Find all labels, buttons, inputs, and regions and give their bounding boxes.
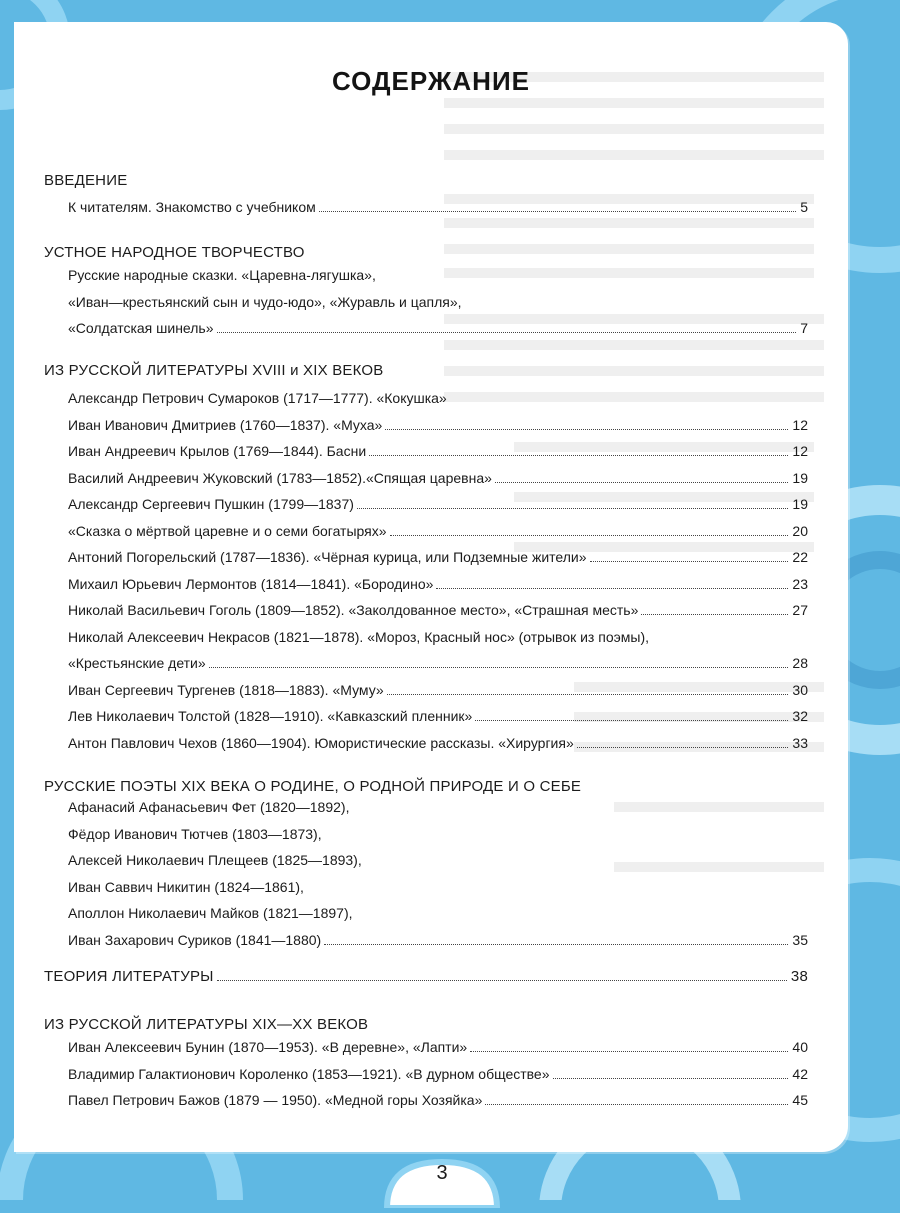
section-heading: РУССКИЕ ПОЭТЫ XIX ВЕКА О РОДИНЕ, О РОДНОЙ ПРИРОДЕ И О СЕБЕ xyxy=(44,778,582,795)
toc-entry-page: 22 xyxy=(792,549,808,565)
toc-entry-text: «Иван—крестьянский сын и чудо-юдо», «Журавль и цапля», xyxy=(68,293,462,310)
toc-entry xyxy=(68,825,322,843)
toc-entry xyxy=(68,1091,808,1109)
toc-entry xyxy=(68,548,808,566)
toc-entry-text: Иван Захарович Суриков (1841—1880) xyxy=(68,931,322,948)
toc-entry-text: Антон Павлович Чехов (1860—1904). Юмористические рассказы. «Хирургия» xyxy=(68,734,574,751)
toc-entry-text: «Солдатская шинель» xyxy=(68,320,214,336)
dot-leader xyxy=(217,980,787,981)
toc-entry xyxy=(68,198,808,216)
toc-entry-text: Аполлон Николаевич Майков (1821—1897), xyxy=(68,905,353,921)
dot-leader xyxy=(590,561,789,562)
toc-entry-text: Афанасий Афанасьевич Фет (1820—1892), xyxy=(68,799,350,815)
toc-entry xyxy=(68,319,808,337)
toc-entry xyxy=(68,654,808,672)
toc-entry xyxy=(68,798,349,816)
section-heading: ВВЕДЕНИЕ xyxy=(44,172,128,189)
dot-leader xyxy=(209,667,789,668)
toc-entry-text: Иван Сергеевич Тургенев (1818—1883). «Муму» xyxy=(68,681,384,698)
toc-entry xyxy=(68,266,376,284)
dot-leader xyxy=(369,455,788,456)
table-of-contents xyxy=(14,22,848,1152)
dot-leader xyxy=(495,482,789,483)
toc-entry-page: 19 xyxy=(792,469,808,486)
page-number-badge xyxy=(377,1148,507,1208)
toc-entry-text: Иван Алексеевич Бунин (1870—1953). «В деревне», «Лапти» xyxy=(68,1039,468,1055)
toc-entry-page: 40 xyxy=(792,1039,808,1055)
section-page-number: 38 xyxy=(790,968,808,985)
toc-entry xyxy=(68,904,353,922)
toc-entry xyxy=(68,681,808,699)
section-heading: ИЗ РУССКОЙ ЛИТЕРАТУРЫ XVIII и XIX ВЕКОВ xyxy=(44,362,384,379)
toc-entry-text: Лев Николаевич Толстой (1828—1910). «Кавказский пленник» xyxy=(68,708,473,724)
dot-leader xyxy=(436,588,788,589)
toc-entry-text: Михаил Юрьевич Лермонтов (1814—1841). «Бородино» xyxy=(68,575,434,592)
toc-entry-page: 33 xyxy=(792,734,808,751)
toc-entry xyxy=(68,1065,808,1083)
toc-entry-page: 28 xyxy=(792,655,808,671)
toc-entry-page: 5 xyxy=(800,199,808,215)
toc-entry-page: 35 xyxy=(792,931,808,948)
dot-leader xyxy=(553,1078,789,1079)
toc-entry-page: 12 xyxy=(792,416,808,433)
toc-entry-page: 30 xyxy=(792,681,808,698)
toc-entry-text: Александр Сергеевич Пушкин (1799—1837) xyxy=(68,496,354,512)
toc-entry-page: 19 xyxy=(792,496,808,512)
toc-entry-page: 27 xyxy=(792,602,808,618)
toc-entry xyxy=(68,389,447,407)
toc-entry-page: 23 xyxy=(792,575,808,592)
toc-entry-text: Антоний Погорельский (1787—1836). «Чёрная курица, или Подземные жители» xyxy=(68,549,587,565)
dot-leader xyxy=(324,944,788,945)
toc-entry xyxy=(68,734,808,752)
toc-entry xyxy=(68,878,304,896)
toc-entry xyxy=(68,442,808,460)
section-heading-text: ТЕОРИЯ ЛИТЕРАТУРЫ xyxy=(44,968,214,985)
toc-entry-text: Николай Васильевич Гоголь (1809—1852). «Заколдованное место», «Страшная месть» xyxy=(68,602,639,618)
toc-entry xyxy=(68,575,808,593)
toc-entry-text: «Крестьянские дети» xyxy=(68,655,206,671)
toc-entry-text: Иван Саввич Никитин (1824—1861), xyxy=(68,878,304,895)
toc-entry-text: Фёдор Иванович Тютчев (1803—1873), xyxy=(68,825,322,842)
toc-entry-text: Александр Петрович Сумароков (1717—1777). «Кокушка» xyxy=(68,390,447,406)
dot-leader xyxy=(390,535,789,536)
contents-page xyxy=(14,22,848,1152)
section-heading: ИЗ РУССКОЙ ЛИТЕРАТУРЫ XIX—XX ВЕКОВ xyxy=(44,1016,369,1033)
toc-entry xyxy=(68,522,808,540)
section-heading xyxy=(44,968,808,985)
toc-entry-text: «Сказка о мёртвой царевне и о семи богатырях» xyxy=(68,522,387,539)
toc-entry-text: Павел Петрович Бажов (1879 — 1950). «Медной горы Хозяйка» xyxy=(68,1092,483,1108)
page-number: 3 xyxy=(436,1162,448,1184)
dot-leader xyxy=(217,332,797,333)
toc-entry-text: Иван Иванович Дмитриев (1760—1837). «Муха» xyxy=(68,416,383,433)
dot-leader xyxy=(385,429,788,430)
toc-entry xyxy=(68,416,808,434)
toc-entry-page: 12 xyxy=(792,443,808,459)
page-title: СОДЕРЖАНИЕ xyxy=(332,66,530,96)
toc-entry xyxy=(68,601,808,619)
toc-entry xyxy=(68,931,808,949)
toc-entry xyxy=(68,293,462,311)
toc-entry-page: 42 xyxy=(792,1065,808,1082)
toc-entry xyxy=(68,628,649,646)
section-heading: УСТНОЕ НАРОДНОЕ ТВОРЧЕСТВО xyxy=(44,244,305,261)
dot-leader xyxy=(357,508,789,509)
toc-entry-page: 20 xyxy=(792,522,808,539)
toc-entry xyxy=(68,851,362,869)
toc-entry xyxy=(68,495,808,513)
toc-entry-text: Алексей Николаевич Плещеев (1825—1893), xyxy=(68,852,362,868)
dot-leader xyxy=(485,1104,788,1105)
toc-entry-page: 7 xyxy=(800,320,808,336)
dot-leader xyxy=(319,211,796,212)
toc-entry-text: Николай Алексеевич Некрасов (1821—1878). «Мороз, Красный нос» (отрывок из поэмы), xyxy=(68,628,649,645)
toc-entry-text: Владимир Галактионович Короленко (1853—1921). «В дурном обществе» xyxy=(68,1065,550,1082)
toc-entry xyxy=(68,1038,808,1056)
toc-entry-text: К читателям. Знакомство с учебником xyxy=(68,199,316,215)
dot-leader xyxy=(577,747,789,748)
toc-entry-text: Иван Андреевич Крылов (1769—1844). Басни xyxy=(68,443,367,459)
toc-entry xyxy=(68,469,808,487)
dot-leader xyxy=(641,614,788,615)
toc-entry-page: 45 xyxy=(792,1092,808,1108)
toc-entry-text: Русские народные сказки. «Царевна-лягушка», xyxy=(68,267,376,283)
toc-entry-page: 32 xyxy=(792,708,808,724)
toc-entry xyxy=(68,707,808,725)
dot-leader xyxy=(387,694,789,695)
dot-leader xyxy=(470,1051,788,1052)
toc-entry-text: Василий Андреевич Жуковский (1783—1852).«Спящая царевна» xyxy=(68,469,492,486)
dot-leader xyxy=(475,720,788,721)
